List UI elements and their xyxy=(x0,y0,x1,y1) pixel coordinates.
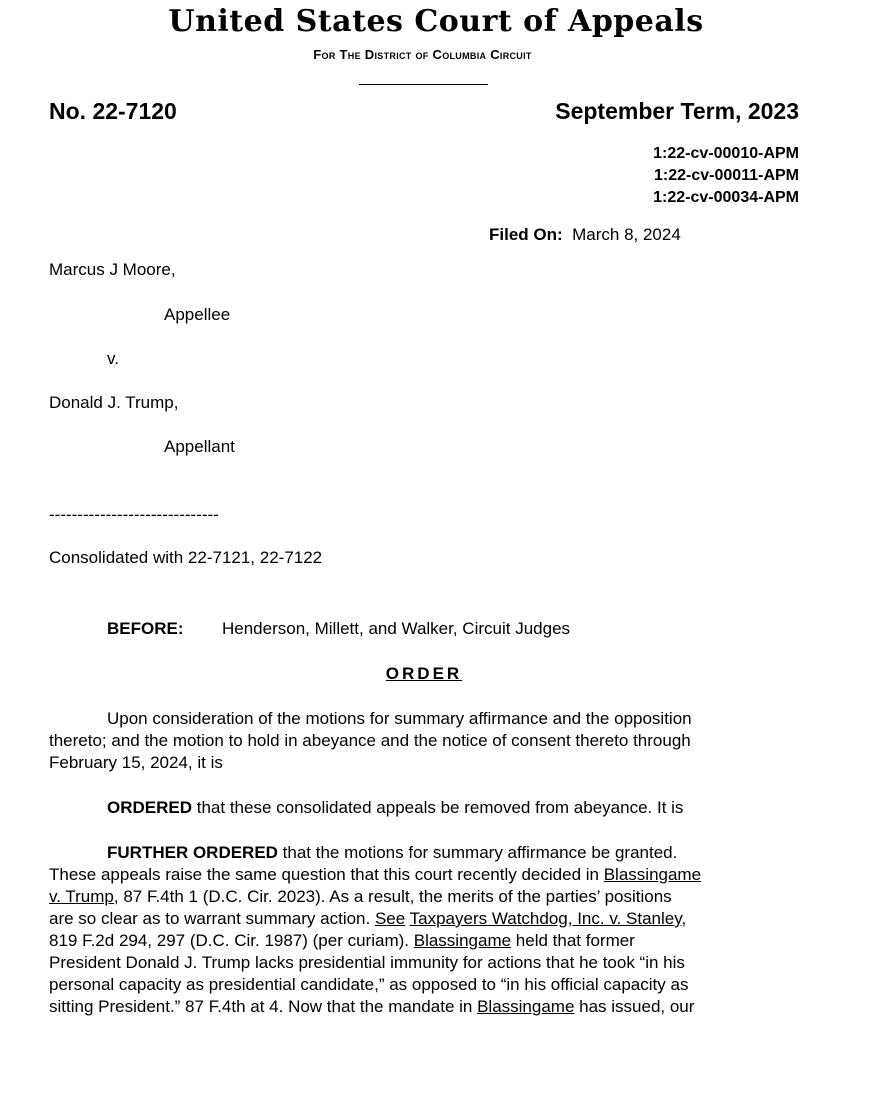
panel-line xyxy=(107,619,570,639)
order-text: held that former xyxy=(511,931,635,950)
case-citation: Blassingame xyxy=(603,865,702,884)
versus: v. xyxy=(107,349,119,368)
before-label: BEFORE: xyxy=(107,619,184,638)
court-name: United States Court of Appeals xyxy=(168,4,704,39)
further-ordered-line xyxy=(107,842,677,864)
case-number: No. 22-7120 xyxy=(49,98,177,124)
order-heading: ORDER xyxy=(385,664,463,683)
case-citation: Blassingame xyxy=(413,931,512,950)
order-text-line xyxy=(49,886,672,908)
court-term: September Term, 2023 xyxy=(555,98,799,124)
case-citation: Blassingame xyxy=(477,997,575,1016)
order-text: , xyxy=(681,909,687,928)
ordered-text: that these consolidated appeals be removed from abeyance. It is xyxy=(192,798,684,817)
order-text-line: Upon consideration of the motions for summary affirmance and the opposition xyxy=(107,709,692,728)
caption-separator: ------------------------------ xyxy=(49,505,219,524)
case-citation: Taxpayers Watchdog, Inc. v. Stanley xyxy=(409,909,682,928)
appellee-role: Appellee xyxy=(164,305,231,324)
ordered-paragraph xyxy=(107,797,683,819)
order-text: These appeals raise the same question that this court recently decided in xyxy=(49,865,604,884)
panel-judges: Henderson, Millett, and Walker, Circuit Judges xyxy=(222,619,571,638)
docket-number: 1:22-cv-00011-APM xyxy=(654,167,799,184)
order-text-line xyxy=(49,930,635,952)
order-text: are so clear as to warrant summary action. xyxy=(49,909,375,928)
filed-label: Filed On: xyxy=(489,225,563,244)
circuit-name: For The District of Columbia Circuit xyxy=(313,47,532,62)
docket-number: 1:22-cv-00010-APM xyxy=(653,145,799,162)
order-text-line xyxy=(49,864,701,886)
case-citation: v. Trump xyxy=(49,887,114,906)
see-signal: See xyxy=(374,909,406,928)
order-text: that the motions for summary affirmance be granted. xyxy=(277,843,678,862)
order-text-line xyxy=(49,996,694,1018)
docket-numbers xyxy=(653,143,799,209)
header-divider xyxy=(359,84,488,85)
order-text-line: President Donald J. Trump lacks presidential immunity for actions that he took “in his xyxy=(49,953,685,972)
appellant-name: Donald J. Trump, xyxy=(49,393,179,412)
filed-date: March 8, 2024 xyxy=(572,225,681,244)
order-text-line: personal capacity as presidential candidate,” as opposed to “in his official capacity as xyxy=(49,975,689,994)
filed-on xyxy=(489,225,681,245)
order-text-line: February 15, 2024, it is xyxy=(49,753,223,772)
further-ordered-label: FURTHER ORDERED xyxy=(107,843,278,862)
order-text: sitting President.” 87 F.4th at 4. Now that the mandate in xyxy=(49,997,478,1016)
consolidated-note: Consolidated with 22-7121, 22-7122 xyxy=(49,548,323,567)
docket-number: 1:22-cv-00034-APM xyxy=(653,189,799,206)
order-text: has issued, our xyxy=(574,997,695,1016)
order-text: 819 F.2d 294, 297 (D.C. Cir. 1987) (per curiam). xyxy=(49,931,414,950)
order-text-line xyxy=(49,908,686,930)
order-text-line: thereto; and the motion to hold in abeyance and the notice of consent thereto through xyxy=(49,731,691,750)
order-text: , 87 F.4th 1 (D.C. Cir. 2023). As a result, the merits of the parties’ positions xyxy=(113,887,672,906)
ordered-label: ORDERED xyxy=(107,798,193,817)
appellant-role: Appellant xyxy=(164,437,235,456)
appellee-name: Marcus J Moore, xyxy=(49,260,176,279)
